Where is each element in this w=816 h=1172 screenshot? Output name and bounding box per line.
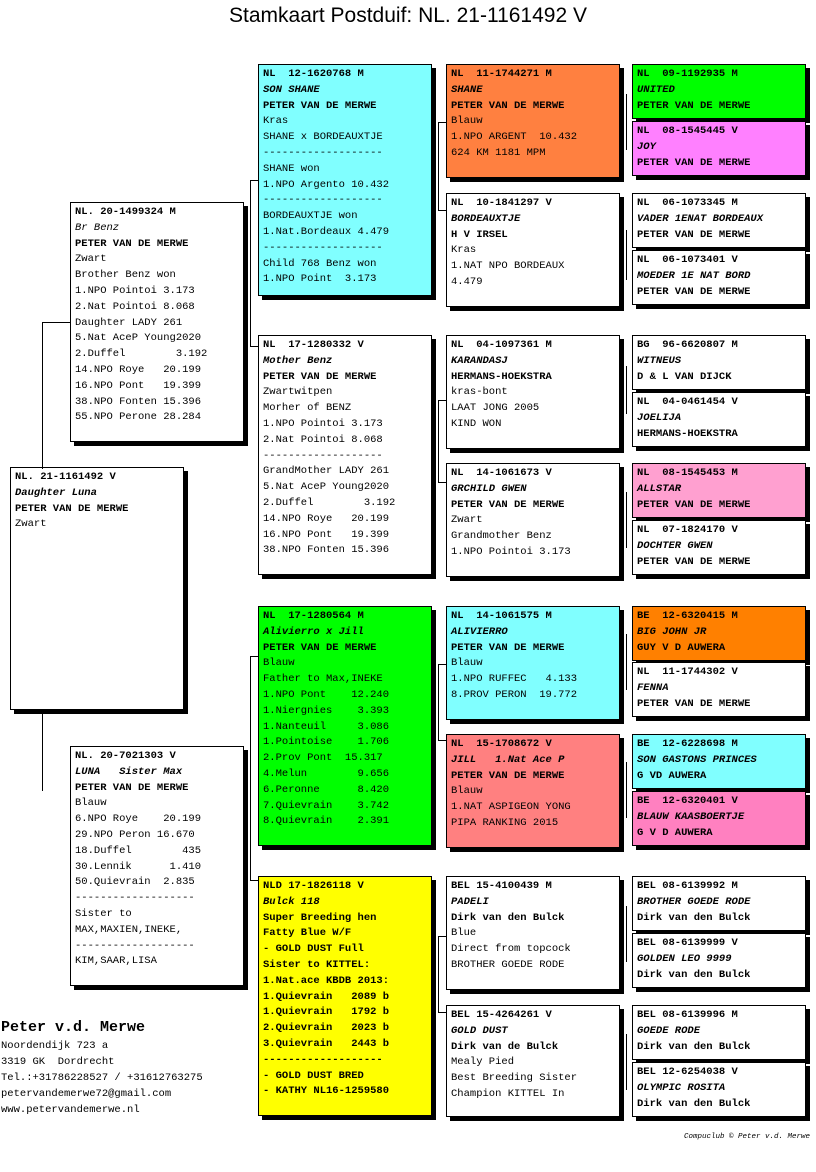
color: Zwart bbox=[15, 518, 47, 531]
ss-sire-card bbox=[446, 64, 620, 178]
page-title: Stamkaart Postduif: NL. 21-1161492 V bbox=[229, 4, 587, 27]
pigeon-name: JOY bbox=[637, 140, 656, 153]
owner-address: Noordendijk 723 a bbox=[1, 1040, 109, 1052]
breeder: Dirk van den Bulck bbox=[637, 1097, 751, 1110]
ancestor-card bbox=[632, 876, 806, 931]
ds-sire-card bbox=[446, 606, 620, 720]
info-line: PIPA RANKING 2015 bbox=[451, 816, 559, 829]
ring-number: NL 04-1097361 M bbox=[451, 339, 552, 351]
ancestor-card bbox=[632, 734, 806, 789]
pigeon-name: DOCHTER GWEN bbox=[637, 539, 713, 552]
ring-number: BEL 08-6139999 V bbox=[637, 937, 738, 949]
connector bbox=[626, 634, 627, 690]
connector bbox=[42, 712, 70, 713]
breeder: G V D AUWERA bbox=[637, 826, 713, 839]
ring-number: BEL 15-4264261 V bbox=[451, 1009, 552, 1021]
breeder: PETER VAN DE MERWE bbox=[75, 237, 189, 250]
info-line: - KATHY NL16-1259580 bbox=[263, 1085, 390, 1098]
color: kras-bont bbox=[451, 386, 508, 399]
pigeon-name: Alivierro x Jill bbox=[263, 625, 364, 638]
color: Fatty Blue W/F bbox=[263, 927, 352, 940]
footer-credit: Compuclub © Peter v.d. Merwe bbox=[683, 1133, 810, 1141]
ring-number: NLD 17-1826118 V bbox=[263, 880, 364, 892]
dam-card bbox=[70, 746, 244, 986]
breeder: G VD AUWERA bbox=[637, 769, 707, 782]
ancestor-card bbox=[632, 791, 806, 846]
info-line: 6.NPO Roye 20.199 bbox=[75, 813, 202, 826]
info-line: KIM,SAAR,LISA bbox=[75, 955, 157, 968]
info-line: 1.NPO Pont 12.240 bbox=[263, 688, 390, 701]
connector bbox=[626, 906, 627, 962]
info-line: 1.NAT ASPIGEON YONG bbox=[451, 801, 571, 814]
main-pigeon-card bbox=[10, 467, 184, 710]
pigeon-name: ALIVIERRO bbox=[451, 625, 508, 638]
ring-number: BG 96-6620807 M bbox=[637, 339, 738, 351]
info-line: 5.Nat AceP Young2020 bbox=[263, 481, 390, 494]
info-line: Sister to bbox=[75, 907, 132, 920]
ring-number: NL 17-1280332 V bbox=[263, 339, 364, 351]
pigeon-name: JOELIJA bbox=[637, 411, 682, 424]
info-line: 8.PROV PERON 19.772 bbox=[451, 688, 578, 701]
info-line: 1.NAT NPO BORDEAUX bbox=[451, 260, 565, 273]
pigeon-name: KARANDASJ bbox=[451, 354, 508, 367]
owner-name: Peter v.d. Merwe bbox=[1, 1019, 146, 1036]
color: Blue bbox=[451, 927, 477, 940]
breeder: GUY V D AUWERA bbox=[637, 641, 726, 654]
info-line: 1.NPO Argento 10.432 bbox=[263, 178, 390, 191]
info-line: 1.Nanteuil 3.086 bbox=[263, 720, 390, 733]
info-line: 50.Quievrain 2.835 bbox=[75, 876, 195, 889]
dam-sire-card bbox=[258, 606, 432, 846]
connector bbox=[438, 122, 446, 123]
info-line: - GOLD DUST Full bbox=[263, 943, 364, 956]
info-line: 3.Quievrain 2443 b bbox=[263, 1037, 390, 1050]
breeder: Dirk van den Bulck bbox=[637, 911, 751, 924]
connector bbox=[438, 740, 446, 741]
ancestor-card bbox=[632, 335, 806, 390]
color: Blauw bbox=[451, 785, 483, 798]
ancestor-card bbox=[632, 64, 806, 119]
info-line: BORDEAUXTJE won bbox=[263, 210, 358, 223]
info-line: Best Breeding Sister bbox=[451, 1072, 578, 1085]
info-line: MAX,MAXIEN,INEKE, bbox=[75, 923, 183, 936]
info-line: 30.Lennik 1.410 bbox=[75, 860, 202, 873]
pigeon-name: GOEDE RODE bbox=[637, 1024, 701, 1037]
owner-info bbox=[1, 1018, 203, 1118]
breeder: Dirk van de Bulck bbox=[451, 1040, 559, 1053]
ring-number: BE 12-6320401 V bbox=[637, 795, 738, 807]
ring-number: BE 12-6228698 M bbox=[637, 738, 738, 750]
connector bbox=[250, 180, 251, 346]
pigeon-name: VADER 1ENAT BORDEAUX bbox=[637, 212, 764, 225]
breeder: PETER VAN DE MERWE bbox=[263, 370, 377, 383]
pigeon-name: BORDEAUXTJE bbox=[451, 212, 521, 225]
pigeon-name: FENNA bbox=[637, 681, 669, 694]
ring-number: NL 17-1280564 M bbox=[263, 610, 364, 622]
info-line: 2.Prov Pont 15.317 bbox=[263, 752, 383, 765]
pigeon-name: BIG JOHN JR bbox=[637, 625, 707, 638]
pigeon-name: SHANE bbox=[451, 83, 483, 96]
info-line: 38.NPO Fonten 15.396 bbox=[263, 544, 390, 557]
owner-city: 3319 GK Dordrecht bbox=[1, 1056, 115, 1068]
info-line: 4.Melun 9.656 bbox=[263, 767, 390, 780]
info-line: 16.NPO Pont 19.399 bbox=[75, 379, 202, 392]
info-line: 14.NPO Roye 20.199 bbox=[263, 512, 390, 525]
info-line: ------------------- bbox=[263, 146, 383, 159]
sire-sire-card bbox=[258, 64, 432, 296]
connector bbox=[250, 880, 258, 881]
sd-sire-card bbox=[446, 335, 620, 449]
breeder: Super Breeding hen bbox=[263, 911, 377, 924]
info-line: 4.479 bbox=[451, 275, 483, 288]
connector bbox=[438, 664, 446, 665]
connector bbox=[626, 366, 627, 414]
info-line: 18.Duffel 435 bbox=[75, 844, 202, 857]
breeder: PETER VAN DE MERWE bbox=[637, 498, 751, 511]
info-line: ------------------- bbox=[263, 449, 383, 462]
breeder: PETER VAN DE MERWE bbox=[263, 641, 377, 654]
info-line: 1.Nat.ace KBDB 2013: bbox=[263, 974, 390, 987]
breeder: PETER VAN DE MERWE bbox=[451, 769, 565, 782]
ring-number: BEL 08-6139996 M bbox=[637, 1009, 738, 1021]
ring-number: NL 14-1061575 M bbox=[451, 610, 552, 622]
pigeon-name: GOLDEN LEO 9999 bbox=[637, 952, 732, 965]
connector bbox=[438, 122, 439, 210]
ancestor-card bbox=[632, 1005, 806, 1060]
info-line: 1.NPO ARGENT 10.432 bbox=[451, 131, 578, 144]
breeder: PETER VAN DE MERWE bbox=[637, 697, 751, 710]
connector bbox=[438, 210, 446, 211]
breeder: HERMANS-HOEKSTRA bbox=[451, 370, 552, 383]
pigeon-name: SON SHANE bbox=[263, 83, 320, 96]
info-line: GrandMother LADY 261 bbox=[263, 465, 390, 478]
info-line: BROTHER GOEDE RODE bbox=[451, 958, 565, 971]
info-line: 1.NPO Pointoi 3.173 bbox=[75, 284, 195, 297]
info-line: ------------------- bbox=[75, 892, 195, 905]
ring-number: NL. 20-7021303 V bbox=[75, 750, 176, 762]
ring-number: NL 07-1824170 V bbox=[637, 524, 738, 536]
info-line: Grandmother Benz bbox=[451, 530, 552, 543]
ring-number: NL 08-1545453 M bbox=[637, 467, 738, 479]
info-line: Sister to KITTEL: bbox=[263, 958, 371, 971]
color: Kras bbox=[263, 115, 289, 128]
breeder: Dirk van den Bulck bbox=[637, 968, 751, 981]
info-line: LAAT JONG 2005 bbox=[451, 402, 540, 415]
info-line: 16.NPO Pont 19.399 bbox=[263, 528, 390, 541]
ring-number: NL. 20-1499324 M bbox=[75, 206, 176, 218]
info-line: ------------------- bbox=[263, 1053, 383, 1066]
dam-dam-card bbox=[258, 876, 432, 1116]
ancestor-card bbox=[632, 250, 806, 305]
ring-number: NL 09-1192935 M bbox=[637, 68, 738, 80]
info-line: 1.Niergnies 3.393 bbox=[263, 704, 390, 717]
color: Kras bbox=[451, 244, 477, 257]
info-line: ------------------- bbox=[75, 939, 195, 952]
info-line: Champion KITTEL In bbox=[451, 1087, 565, 1100]
connector bbox=[42, 322, 43, 469]
color: Blauw bbox=[75, 797, 107, 810]
breeder: Dirk van den Bulck bbox=[451, 911, 565, 924]
pigeon-name: Bulck 118 bbox=[263, 895, 320, 908]
ds-dam-card bbox=[446, 734, 620, 848]
info-line: 1.NPO Pointoi 3.173 bbox=[263, 417, 383, 430]
owner-phone: Tel.:+31786228527 / +31612763275 bbox=[1, 1072, 203, 1084]
breeder: PETER VAN DE MERWE bbox=[637, 228, 751, 241]
ancestor-card bbox=[632, 193, 806, 248]
dd-dam-card bbox=[446, 1005, 620, 1117]
breeder: PETER VAN DE MERWE bbox=[637, 99, 751, 112]
ancestor-card bbox=[632, 1062, 806, 1117]
ring-number: BEL 12-6254038 V bbox=[637, 1066, 738, 1078]
ancestor-card bbox=[632, 392, 806, 447]
ring-number: NL 12-1620768 M bbox=[263, 68, 364, 80]
pigeon-name: Br Benz bbox=[75, 221, 120, 234]
info-line: ------------------- bbox=[263, 241, 383, 254]
info-line: 8.Quievrain 2.391 bbox=[263, 815, 390, 828]
color: Blauw bbox=[451, 115, 483, 128]
info-line: 1.NPO Point 3.173 bbox=[263, 273, 377, 286]
breeder: PETER VAN DE MERWE bbox=[637, 555, 751, 568]
sd-dam-card bbox=[446, 463, 620, 577]
connector bbox=[626, 492, 627, 548]
info-line: 38.NPO Fonten 15.396 bbox=[75, 395, 202, 408]
ancestor-card bbox=[632, 520, 806, 575]
info-line: 7.Quievrain 3.742 bbox=[263, 799, 390, 812]
connector bbox=[438, 400, 446, 401]
breeder: PETER VAN DE MERWE bbox=[451, 99, 565, 112]
info-line: Morher of BENZ bbox=[263, 402, 352, 415]
breeder: PETER VAN DE MERWE bbox=[75, 781, 189, 794]
connector bbox=[626, 762, 627, 818]
ancestor-card bbox=[632, 662, 806, 717]
ring-number: BE 12-6320415 M bbox=[637, 610, 738, 622]
ancestor-card bbox=[632, 121, 806, 176]
breeder: D & L VAN DIJCK bbox=[637, 370, 732, 383]
info-line: 6.Peronne 8.420 bbox=[263, 783, 390, 796]
pigeon-name: UNITED bbox=[637, 83, 675, 96]
ring-number: NL 06-1073345 M bbox=[637, 197, 738, 209]
info-line: 1.NPO RUFFEC 4.133 bbox=[451, 673, 578, 686]
color: Zwart bbox=[75, 253, 107, 266]
connector bbox=[626, 1034, 627, 1090]
color: Mealy Pied bbox=[451, 1056, 515, 1069]
connector bbox=[42, 712, 43, 791]
ring-number: NL. 21-1161492 V bbox=[15, 471, 116, 483]
info-line: 624 KM 1181 MPM bbox=[451, 146, 546, 159]
ring-number: NL 08-1545445 V bbox=[637, 125, 738, 137]
pigeon-name: BROTHER GOEDE RODE bbox=[637, 895, 751, 908]
owner-email: petervandemerwe72@gmail.com bbox=[1, 1088, 172, 1100]
breeder: PETER VAN DE MERWE bbox=[451, 641, 565, 654]
ancestor-card bbox=[632, 463, 806, 518]
breeder: HERMANS-HOEKSTRA bbox=[637, 427, 738, 440]
breeder: PETER VAN DE MERWE bbox=[451, 498, 565, 511]
connector bbox=[250, 346, 258, 347]
ring-number: NL 10-1841297 V bbox=[451, 197, 552, 209]
breeder: PETER VAN DE MERWE bbox=[15, 502, 129, 515]
info-line: 5.Nat AceP Young2020 bbox=[75, 332, 202, 345]
pigeon-name: PADELI bbox=[451, 895, 489, 908]
connector bbox=[42, 322, 70, 323]
connector bbox=[250, 180, 258, 181]
info-line: Brother Benz won bbox=[75, 269, 176, 282]
pigeon-name: GRCHILD GWEN bbox=[451, 482, 527, 495]
pigeon-name: Daughter Luna bbox=[15, 486, 97, 499]
info-line: Child 768 Benz won bbox=[263, 257, 377, 270]
connector bbox=[438, 1012, 446, 1013]
pigeon-name: BLAUW KAASBOERTJE bbox=[637, 810, 745, 823]
info-line: ------------------- bbox=[263, 194, 383, 207]
info-line: Daughter LADY 261 bbox=[75, 316, 183, 329]
color: Zwart bbox=[451, 514, 483, 527]
info-line: 1.NPO Pointoi 3.173 bbox=[451, 545, 571, 558]
color: Blauw bbox=[263, 657, 295, 670]
pigeon-name: SON GASTONS PRINCES bbox=[637, 753, 757, 766]
breeder: PETER VAN DE MERWE bbox=[637, 156, 751, 169]
pigeon-name: LUNA Sister Max bbox=[75, 765, 183, 778]
info-line: SHANE won bbox=[263, 162, 320, 175]
breeder: PETER VAN DE MERWE bbox=[263, 99, 377, 112]
info-line: 55.NPO Perone 28.284 bbox=[75, 411, 202, 424]
info-line: 2.Nat Pointoi 8.068 bbox=[263, 433, 383, 446]
ring-number: NL 11-1744302 V bbox=[637, 666, 738, 678]
info-line: 1.Quievrain 2089 b bbox=[263, 990, 390, 1003]
color: Blauw bbox=[451, 657, 483, 670]
pigeon-name: ALLSTAR bbox=[637, 482, 682, 495]
info-line: Direct from topcock bbox=[451, 943, 571, 956]
connector bbox=[626, 94, 627, 150]
breeder: PETER VAN DE MERWE bbox=[637, 285, 751, 298]
ring-number: NL 06-1073401 V bbox=[637, 254, 738, 266]
ring-number: BEL 08-6139992 M bbox=[637, 880, 738, 892]
ring-number: NL 04-0461454 V bbox=[637, 396, 738, 408]
info-line: - GOLD DUST BRED bbox=[263, 1069, 364, 1082]
info-line: 2.Nat Pointoi 8.068 bbox=[75, 300, 195, 313]
ring-number: BEL 15-4100439 M bbox=[451, 880, 552, 892]
ring-number: NL 14-1061673 V bbox=[451, 467, 552, 479]
info-line: 2.Quievrain 2023 b bbox=[263, 1022, 390, 1035]
connector bbox=[438, 482, 446, 483]
connector bbox=[438, 936, 446, 937]
connector bbox=[250, 656, 258, 657]
info-line: 29.NPO Peron 16.670 bbox=[75, 828, 195, 841]
sire-card bbox=[70, 202, 244, 442]
pigeon-name: JILL 1.Nat Ace P bbox=[451, 753, 565, 766]
info-line: 14.NPO Roye 20.199 bbox=[75, 363, 202, 376]
connector bbox=[438, 936, 439, 1012]
connector bbox=[250, 656, 251, 880]
info-line: 1.Pointoise 1.706 bbox=[263, 736, 390, 749]
breeder: H V IRSEL bbox=[451, 228, 508, 241]
info-line: KIND WON bbox=[451, 417, 502, 430]
pigeon-name: MOEDER 1E NAT BORD bbox=[637, 269, 751, 282]
pigeon-name: WITNEUS bbox=[637, 354, 682, 367]
ancestor-card bbox=[632, 606, 806, 661]
ancestor-card bbox=[632, 933, 806, 988]
info-line: 1.Nat.Bordeaux 4.479 bbox=[263, 225, 390, 238]
pigeon-name: Mother Benz bbox=[263, 354, 333, 367]
pigeon-name: OLYMPIC ROSITA bbox=[637, 1081, 726, 1094]
ring-number: NL 15-1708672 V bbox=[451, 738, 552, 750]
owner-website: www.petervandemerwe.nl bbox=[1, 1104, 140, 1116]
info-line: 2.Duffel 3.192 bbox=[263, 496, 396, 509]
sire-dam-card bbox=[258, 335, 432, 575]
info-line: 1.Quievrain 1792 b bbox=[263, 1006, 390, 1019]
pigeon-name: GOLD DUST bbox=[451, 1024, 508, 1037]
breeder: Dirk van den Bulck bbox=[637, 1040, 751, 1053]
dd-sire-card bbox=[446, 876, 620, 990]
info-line: Father to Max,INEKE bbox=[263, 673, 383, 686]
ss-dam-card bbox=[446, 193, 620, 307]
color: Zwartwitpen bbox=[263, 386, 333, 399]
connector bbox=[438, 400, 439, 482]
connector bbox=[626, 230, 627, 280]
ring-number: NL 11-1744271 M bbox=[451, 68, 552, 80]
info-line: 2.Duffel 3.192 bbox=[75, 348, 208, 361]
connector bbox=[438, 664, 439, 740]
info-line: SHANE x BORDEAUXTJE bbox=[263, 131, 383, 144]
